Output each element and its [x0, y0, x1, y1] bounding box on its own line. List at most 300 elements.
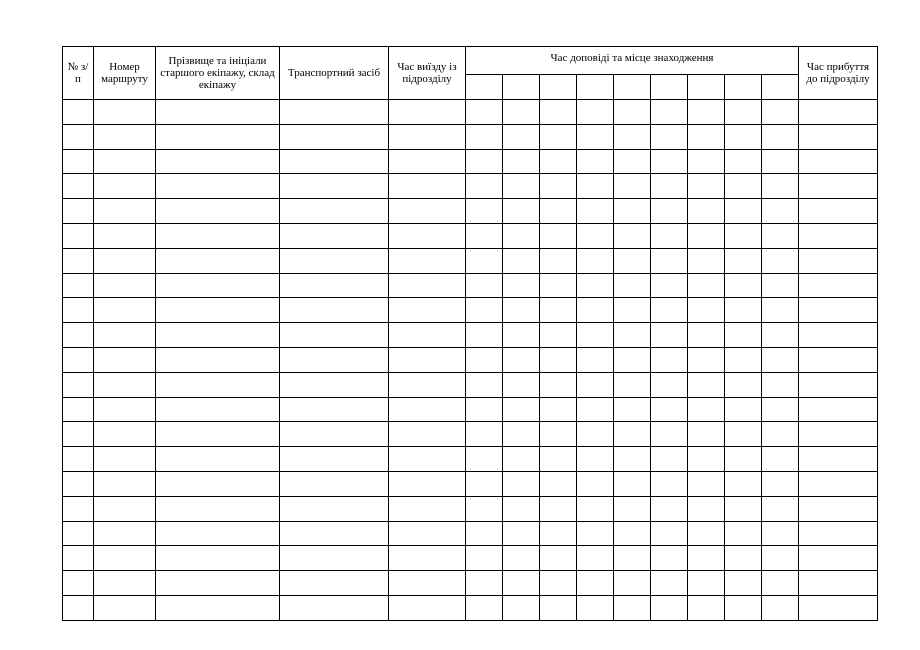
table-cell[interactable]: [651, 471, 688, 496]
table-cell[interactable]: [94, 298, 156, 323]
table-cell[interactable]: [466, 223, 503, 248]
table-cell[interactable]: [466, 595, 503, 620]
table-cell[interactable]: [577, 174, 614, 199]
table-cell[interactable]: [688, 124, 725, 149]
table-cell[interactable]: [503, 347, 540, 372]
table-cell[interactable]: [63, 323, 94, 348]
table-cell[interactable]: [389, 571, 466, 596]
table-cell[interactable]: [762, 397, 799, 422]
table-cell[interactable]: [688, 571, 725, 596]
table-cell[interactable]: [466, 174, 503, 199]
table-cell[interactable]: [280, 248, 389, 273]
table-cell[interactable]: [280, 521, 389, 546]
table-cell[interactable]: [280, 397, 389, 422]
table-cell[interactable]: [94, 571, 156, 596]
table-cell[interactable]: [651, 223, 688, 248]
table-cell[interactable]: [577, 149, 614, 174]
table-cell[interactable]: [94, 496, 156, 521]
table-cell[interactable]: [280, 223, 389, 248]
table-cell[interactable]: [762, 496, 799, 521]
table-cell[interactable]: [63, 149, 94, 174]
table-cell[interactable]: [63, 372, 94, 397]
table-cell[interactable]: [540, 174, 577, 199]
table-cell[interactable]: [614, 471, 651, 496]
table-cell[interactable]: [762, 174, 799, 199]
table-cell[interactable]: [540, 447, 577, 472]
table-cell[interactable]: [799, 199, 878, 224]
table-cell[interactable]: [389, 471, 466, 496]
table-cell[interactable]: [651, 447, 688, 472]
table-cell[interactable]: [466, 521, 503, 546]
table-cell[interactable]: [63, 447, 94, 472]
table-cell[interactable]: [725, 372, 762, 397]
table-cell[interactable]: [614, 199, 651, 224]
table-cell[interactable]: [503, 100, 540, 125]
table-cell[interactable]: [651, 273, 688, 298]
table-cell[interactable]: [156, 546, 280, 571]
table-cell[interactable]: [762, 422, 799, 447]
table-cell[interactable]: [577, 248, 614, 273]
table-cell[interactable]: [799, 372, 878, 397]
table-cell[interactable]: [540, 595, 577, 620]
table-cell[interactable]: [389, 521, 466, 546]
table-cell[interactable]: [94, 124, 156, 149]
table-cell[interactable]: [280, 323, 389, 348]
table-cell[interactable]: [503, 174, 540, 199]
table-cell[interactable]: [280, 496, 389, 521]
table-cell[interactable]: [94, 422, 156, 447]
table-cell[interactable]: [156, 422, 280, 447]
table-cell[interactable]: [688, 496, 725, 521]
table-cell[interactable]: [540, 372, 577, 397]
table-cell[interactable]: [503, 571, 540, 596]
table-cell[interactable]: [156, 397, 280, 422]
table-cell[interactable]: [389, 199, 466, 224]
table-cell[interactable]: [503, 397, 540, 422]
table-cell[interactable]: [156, 323, 280, 348]
table-cell[interactable]: [503, 372, 540, 397]
table-cell[interactable]: [577, 100, 614, 125]
table-cell[interactable]: [280, 571, 389, 596]
table-cell[interactable]: [156, 124, 280, 149]
table-cell[interactable]: [725, 571, 762, 596]
table-cell[interactable]: [280, 471, 389, 496]
table-cell[interactable]: [389, 248, 466, 273]
table-cell[interactable]: [688, 347, 725, 372]
table-cell[interactable]: [614, 298, 651, 323]
table-cell[interactable]: [688, 546, 725, 571]
table-cell[interactable]: [389, 124, 466, 149]
table-cell[interactable]: [651, 124, 688, 149]
table-cell[interactable]: [503, 496, 540, 521]
table-cell[interactable]: [156, 347, 280, 372]
table-cell[interactable]: [280, 422, 389, 447]
table-cell[interactable]: [614, 323, 651, 348]
table-cell[interactable]: [156, 595, 280, 620]
table-cell[interactable]: [762, 447, 799, 472]
table-cell[interactable]: [156, 471, 280, 496]
table-cell[interactable]: [63, 248, 94, 273]
table-cell[interactable]: [762, 124, 799, 149]
table-cell[interactable]: [725, 248, 762, 273]
table-cell[interactable]: [466, 347, 503, 372]
table-cell[interactable]: [466, 546, 503, 571]
table-cell[interactable]: [94, 397, 156, 422]
table-cell[interactable]: [466, 100, 503, 125]
table-cell[interactable]: [799, 422, 878, 447]
table-cell[interactable]: [651, 174, 688, 199]
table-cell[interactable]: [688, 521, 725, 546]
table-cell[interactable]: [577, 372, 614, 397]
table-cell[interactable]: [466, 124, 503, 149]
table-cell[interactable]: [651, 397, 688, 422]
table-cell[interactable]: [280, 546, 389, 571]
table-cell[interactable]: [688, 100, 725, 125]
table-cell[interactable]: [466, 149, 503, 174]
table-cell[interactable]: [94, 174, 156, 199]
table-cell[interactable]: [280, 347, 389, 372]
table-cell[interactable]: [389, 223, 466, 248]
table-cell[interactable]: [762, 571, 799, 596]
table-cell[interactable]: [688, 372, 725, 397]
table-cell[interactable]: [799, 248, 878, 273]
table-cell[interactable]: [799, 347, 878, 372]
table-cell[interactable]: [651, 149, 688, 174]
table-cell[interactable]: [94, 100, 156, 125]
table-cell[interactable]: [503, 323, 540, 348]
table-cell[interactable]: [762, 298, 799, 323]
table-cell[interactable]: [799, 174, 878, 199]
table-cell[interactable]: [762, 223, 799, 248]
table-cell[interactable]: [389, 372, 466, 397]
table-cell[interactable]: [540, 199, 577, 224]
table-cell[interactable]: [614, 447, 651, 472]
table-cell[interactable]: [156, 496, 280, 521]
table-cell[interactable]: [577, 571, 614, 596]
table-cell[interactable]: [540, 273, 577, 298]
table-cell[interactable]: [280, 595, 389, 620]
table-cell[interactable]: [688, 422, 725, 447]
table-cell[interactable]: [389, 496, 466, 521]
table-cell[interactable]: [688, 223, 725, 248]
table-cell[interactable]: [799, 595, 878, 620]
table-cell[interactable]: [651, 422, 688, 447]
table-cell[interactable]: [799, 124, 878, 149]
table-cell[interactable]: [651, 298, 688, 323]
table-cell[interactable]: [577, 323, 614, 348]
table-cell[interactable]: [280, 100, 389, 125]
table-cell[interactable]: [94, 521, 156, 546]
table-cell[interactable]: [614, 521, 651, 546]
table-cell[interactable]: [762, 546, 799, 571]
table-cell[interactable]: [799, 571, 878, 596]
table-cell[interactable]: [762, 323, 799, 348]
table-cell[interactable]: [577, 124, 614, 149]
table-cell[interactable]: [156, 100, 280, 125]
table-cell[interactable]: [762, 595, 799, 620]
table-cell[interactable]: [503, 595, 540, 620]
table-cell[interactable]: [156, 298, 280, 323]
table-cell[interactable]: [503, 471, 540, 496]
table-cell[interactable]: [614, 273, 651, 298]
table-cell[interactable]: [651, 496, 688, 521]
table-cell[interactable]: [799, 521, 878, 546]
table-cell[interactable]: [389, 595, 466, 620]
table-cell[interactable]: [799, 298, 878, 323]
table-cell[interactable]: [799, 397, 878, 422]
table-cell[interactable]: [280, 199, 389, 224]
table-cell[interactable]: [389, 422, 466, 447]
table-cell[interactable]: [651, 323, 688, 348]
table-cell[interactable]: [688, 471, 725, 496]
table-cell[interactable]: [503, 124, 540, 149]
table-cell[interactable]: [94, 347, 156, 372]
table-cell[interactable]: [94, 447, 156, 472]
table-cell[interactable]: [540, 471, 577, 496]
table-cell[interactable]: [725, 347, 762, 372]
table-cell[interactable]: [614, 124, 651, 149]
table-cell[interactable]: [63, 223, 94, 248]
table-cell[interactable]: [799, 447, 878, 472]
table-cell[interactable]: [799, 546, 878, 571]
table-cell[interactable]: [614, 347, 651, 372]
table-cell[interactable]: [725, 273, 762, 298]
table-cell[interactable]: [63, 422, 94, 447]
table-cell[interactable]: [156, 447, 280, 472]
table-cell[interactable]: [466, 397, 503, 422]
table-cell[interactable]: [651, 546, 688, 571]
table-cell[interactable]: [762, 521, 799, 546]
table-cell[interactable]: [577, 422, 614, 447]
table-cell[interactable]: [577, 273, 614, 298]
table-cell[interactable]: [466, 372, 503, 397]
table-cell[interactable]: [503, 199, 540, 224]
table-cell[interactable]: [762, 100, 799, 125]
table-cell[interactable]: [799, 273, 878, 298]
table-cell[interactable]: [540, 298, 577, 323]
table-cell[interactable]: [725, 149, 762, 174]
table-cell[interactable]: [540, 521, 577, 546]
table-cell[interactable]: [389, 298, 466, 323]
table-cell[interactable]: [156, 223, 280, 248]
table-cell[interactable]: [577, 298, 614, 323]
table-cell[interactable]: [389, 174, 466, 199]
table-cell[interactable]: [577, 471, 614, 496]
table-cell[interactable]: [688, 273, 725, 298]
table-cell[interactable]: [503, 223, 540, 248]
table-cell[interactable]: [466, 248, 503, 273]
table-cell[interactable]: [156, 248, 280, 273]
table-cell[interactable]: [466, 273, 503, 298]
table-cell[interactable]: [651, 595, 688, 620]
table-cell[interactable]: [156, 372, 280, 397]
table-cell[interactable]: [94, 546, 156, 571]
table-cell[interactable]: [762, 273, 799, 298]
table-cell[interactable]: [688, 199, 725, 224]
table-cell[interactable]: [63, 546, 94, 571]
table-cell[interactable]: [577, 397, 614, 422]
table-cell[interactable]: [762, 199, 799, 224]
table-cell[interactable]: [540, 422, 577, 447]
table-cell[interactable]: [94, 372, 156, 397]
table-cell[interactable]: [540, 248, 577, 273]
table-cell[interactable]: [725, 174, 762, 199]
table-cell[interactable]: [614, 496, 651, 521]
table-cell[interactable]: [503, 248, 540, 273]
table-cell[interactable]: [614, 149, 651, 174]
table-cell[interactable]: [614, 422, 651, 447]
table-cell[interactable]: [725, 397, 762, 422]
table-cell[interactable]: [63, 595, 94, 620]
table-cell[interactable]: [503, 149, 540, 174]
table-cell[interactable]: [725, 298, 762, 323]
table-cell[interactable]: [389, 546, 466, 571]
table-cell[interactable]: [725, 496, 762, 521]
table-cell[interactable]: [280, 174, 389, 199]
table-cell[interactable]: [156, 174, 280, 199]
table-cell[interactable]: [540, 323, 577, 348]
table-cell[interactable]: [94, 199, 156, 224]
table-cell[interactable]: [94, 223, 156, 248]
table-cell[interactable]: [503, 521, 540, 546]
table-cell[interactable]: [389, 323, 466, 348]
table-cell[interactable]: [725, 223, 762, 248]
table-cell[interactable]: [280, 372, 389, 397]
table-cell[interactable]: [503, 546, 540, 571]
table-cell[interactable]: [63, 100, 94, 125]
table-cell[interactable]: [466, 496, 503, 521]
table-cell[interactable]: [725, 323, 762, 348]
table-cell[interactable]: [63, 397, 94, 422]
table-cell[interactable]: [688, 595, 725, 620]
table-cell[interactable]: [466, 323, 503, 348]
table-cell[interactable]: [156, 273, 280, 298]
table-cell[interactable]: [799, 149, 878, 174]
table-cell[interactable]: [280, 149, 389, 174]
table-cell[interactable]: [762, 347, 799, 372]
table-cell[interactable]: [94, 273, 156, 298]
table-cell[interactable]: [614, 595, 651, 620]
table-cell[interactable]: [651, 521, 688, 546]
table-cell[interactable]: [688, 397, 725, 422]
table-cell[interactable]: [389, 447, 466, 472]
table-cell[interactable]: [688, 298, 725, 323]
table-cell[interactable]: [651, 100, 688, 125]
table-cell[interactable]: [799, 323, 878, 348]
table-cell[interactable]: [577, 496, 614, 521]
table-cell[interactable]: [63, 521, 94, 546]
table-cell[interactable]: [725, 521, 762, 546]
table-cell[interactable]: [280, 298, 389, 323]
table-cell[interactable]: [799, 100, 878, 125]
table-cell[interactable]: [389, 397, 466, 422]
table-cell[interactable]: [725, 471, 762, 496]
table-cell[interactable]: [540, 149, 577, 174]
table-cell[interactable]: [466, 471, 503, 496]
table-cell[interactable]: [762, 149, 799, 174]
table-cell[interactable]: [614, 397, 651, 422]
table-cell[interactable]: [63, 298, 94, 323]
table-cell[interactable]: [280, 124, 389, 149]
table-cell[interactable]: [540, 571, 577, 596]
table-cell[interactable]: [762, 248, 799, 273]
table-cell[interactable]: [466, 571, 503, 596]
table-cell[interactable]: [614, 100, 651, 125]
table-cell[interactable]: [389, 149, 466, 174]
table-cell[interactable]: [762, 372, 799, 397]
table-cell[interactable]: [799, 223, 878, 248]
table-cell[interactable]: [762, 471, 799, 496]
table-cell[interactable]: [503, 447, 540, 472]
table-cell[interactable]: [156, 521, 280, 546]
table-cell[interactable]: [280, 447, 389, 472]
table-cell[interactable]: [156, 199, 280, 224]
table-cell[interactable]: [63, 496, 94, 521]
table-cell[interactable]: [725, 595, 762, 620]
table-cell[interactable]: [725, 100, 762, 125]
table-cell[interactable]: [540, 347, 577, 372]
table-cell[interactable]: [94, 323, 156, 348]
table-cell[interactable]: [651, 347, 688, 372]
table-cell[interactable]: [614, 174, 651, 199]
table-cell[interactable]: [63, 347, 94, 372]
table-cell[interactable]: [156, 571, 280, 596]
table-cell[interactable]: [614, 372, 651, 397]
table-cell[interactable]: [94, 248, 156, 273]
table-cell[interactable]: [540, 496, 577, 521]
table-cell[interactable]: [466, 199, 503, 224]
table-cell[interactable]: [614, 571, 651, 596]
table-cell[interactable]: [725, 422, 762, 447]
table-cell[interactable]: [63, 273, 94, 298]
table-cell[interactable]: [503, 422, 540, 447]
table-cell[interactable]: [577, 521, 614, 546]
table-cell[interactable]: [94, 149, 156, 174]
table-cell[interactable]: [540, 397, 577, 422]
table-cell[interactable]: [688, 149, 725, 174]
table-cell[interactable]: [156, 149, 280, 174]
table-cell[interactable]: [577, 595, 614, 620]
table-cell[interactable]: [280, 273, 389, 298]
table-cell[interactable]: [577, 223, 614, 248]
table-cell[interactable]: [63, 174, 94, 199]
table-cell[interactable]: [577, 199, 614, 224]
table-cell[interactable]: [799, 496, 878, 521]
table-cell[interactable]: [614, 546, 651, 571]
table-cell[interactable]: [651, 199, 688, 224]
table-cell[interactable]: [725, 199, 762, 224]
table-cell[interactable]: [503, 298, 540, 323]
table-cell[interactable]: [466, 422, 503, 447]
table-cell[interactable]: [389, 347, 466, 372]
table-cell[interactable]: [503, 273, 540, 298]
table-cell[interactable]: [799, 471, 878, 496]
table-cell[interactable]: [466, 447, 503, 472]
table-cell[interactable]: [614, 248, 651, 273]
table-cell[interactable]: [466, 298, 503, 323]
table-cell[interactable]: [540, 223, 577, 248]
table-cell[interactable]: [651, 372, 688, 397]
table-cell[interactable]: [725, 447, 762, 472]
table-cell[interactable]: [688, 174, 725, 199]
table-cell[interactable]: [577, 546, 614, 571]
table-cell[interactable]: [688, 323, 725, 348]
table-cell[interactable]: [540, 100, 577, 125]
table-cell[interactable]: [389, 100, 466, 125]
table-cell[interactable]: [63, 471, 94, 496]
table-cell[interactable]: [540, 124, 577, 149]
table-cell[interactable]: [614, 223, 651, 248]
